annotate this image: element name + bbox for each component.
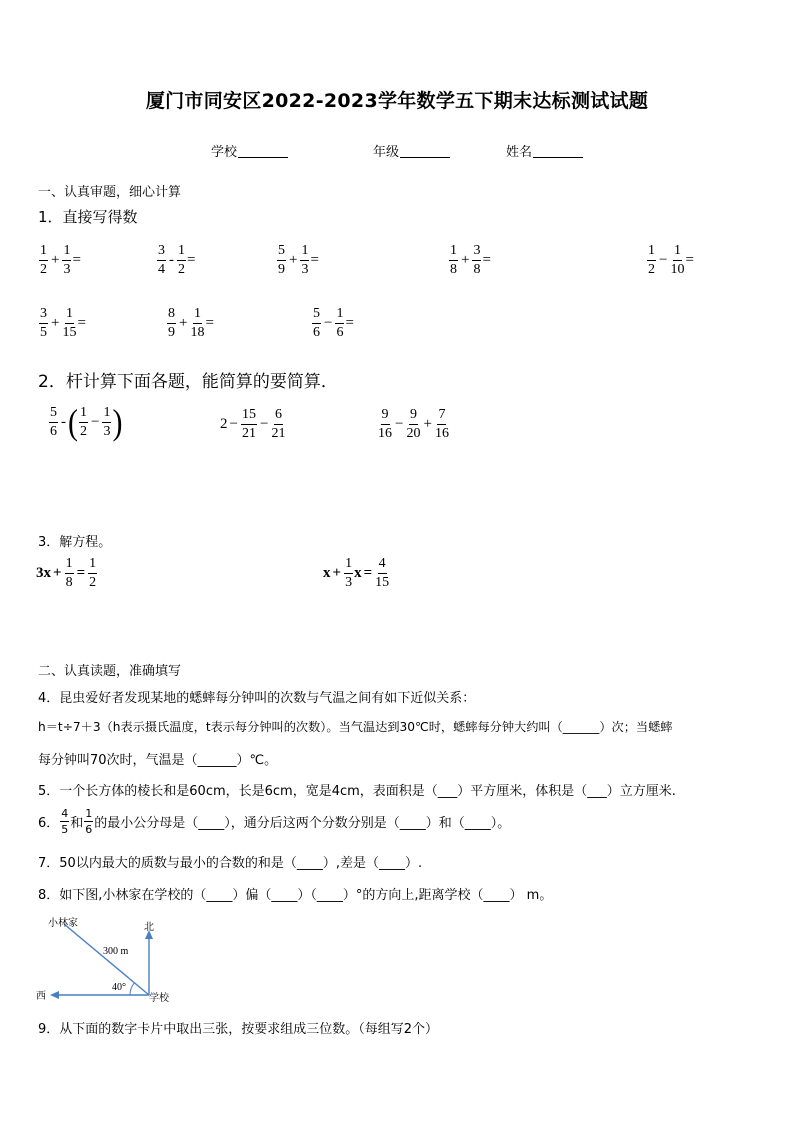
fraction: $\frac{3}{4}$ bbox=[158, 243, 165, 277]
question-1-label: 1．直接写得数 bbox=[38, 208, 138, 226]
angle-arc bbox=[130, 983, 134, 995]
q2-expr-3: $\frac{9}{16}$ − $\frac{9}{20}$ + $\frac{7}{16}$ bbox=[378, 407, 449, 441]
school-field[interactable] bbox=[211, 141, 288, 160]
name-label: 姓名 bbox=[506, 145, 533, 160]
q6-number: 6． bbox=[38, 816, 60, 831]
q1-expr-1: $\frac{1}{2}$ + $\frac{1}{3}$ = bbox=[40, 243, 81, 277]
house-label: 小林家 bbox=[48, 918, 78, 929]
fraction: $\frac{9}{20}$ bbox=[406, 407, 421, 441]
fraction: $\frac{3}{8}$ bbox=[473, 243, 481, 277]
right-paren: ) bbox=[112, 402, 123, 442]
q5-text: 5．一个长方体的棱长和是60cm，长是6cm，宽是4cm，表面积是（___）平方厘米，体积是（___）立方厘米. bbox=[38, 784, 676, 799]
section-heading-2: 二、认真读题，准确填写 bbox=[38, 664, 182, 679]
q6-and: 和 bbox=[70, 816, 84, 831]
school-label: 学校 bbox=[211, 145, 238, 160]
q3-equation-2: x + $\frac{1}{3}$ x = $\frac{4}{15}$ bbox=[323, 556, 390, 590]
fraction: $\frac{1}{2}$ bbox=[40, 243, 47, 277]
north-label: 北 bbox=[144, 922, 154, 933]
q1-expr-8: $\frac{5}{6}$ − $\frac{1}{6}$ = bbox=[313, 306, 354, 340]
page-title: 厦门市同安区2022-2023学年数学五下期末达标测试试题 bbox=[145, 90, 649, 112]
q1-expr-4: $\frac{1}{8}$ + $\frac{3}{8}$ = bbox=[450, 243, 491, 277]
q7-text: 7．50以内最大的质数与最小的合数的和是（____）,差是（____）. bbox=[38, 856, 423, 871]
fraction: $\frac{1}{3}$ bbox=[301, 243, 309, 277]
fraction: $\frac{1}{8}$ bbox=[65, 556, 73, 590]
q1-expr-3: $\frac{5}{9}$ + $\frac{1}{3}$ = bbox=[278, 243, 319, 277]
question-3-label: 3．解方程。 bbox=[38, 535, 112, 550]
section-heading-1: 一、认真审题，细心计算 bbox=[38, 185, 182, 200]
school-label: 学校 bbox=[149, 993, 169, 1004]
fraction: $\frac{7}{16}$ bbox=[434, 407, 449, 441]
q6-rest: 的最小公分母是（____），通分后这两个分数分别是（____）和（____）。 bbox=[94, 816, 511, 831]
fraction: $\frac{1}{6}$ bbox=[336, 306, 344, 340]
q4-line-2: h＝t÷7＋3（h表示摄氏温度，t表示每分钟叫的次数）。当气温达到30℃时，蟋蟀每分钟大约叫（______）次；当蟋蟀 bbox=[38, 720, 673, 734]
q1-expr-2: $\frac{3}{4}$ - $\frac{1}{2}$ = bbox=[158, 243, 196, 277]
q2-expr-2: 2 − $\frac{15}{21}$ − $\frac{6}{21}$ bbox=[220, 407, 286, 441]
fraction: $\frac{8}{9}$ bbox=[168, 306, 175, 340]
fraction: $\frac{3}{5}$ bbox=[40, 306, 47, 340]
fraction: $\frac{5}{9}$ bbox=[278, 243, 285, 277]
fraction: $\frac{1}{15}$ bbox=[62, 306, 77, 340]
fraction: $\frac{1}{3}$ bbox=[345, 556, 353, 590]
fraction: $\frac{1}{18}$ bbox=[190, 306, 205, 340]
fraction: $\frac{1}{8}$ bbox=[450, 243, 457, 277]
name-field[interactable] bbox=[506, 141, 583, 160]
fraction: $\frac{1}{2}$ bbox=[80, 405, 87, 439]
fraction: $\frac{1}{2}$ bbox=[648, 243, 655, 277]
house-line bbox=[64, 924, 149, 995]
west-label: 西 bbox=[36, 991, 46, 1002]
q1-expr-6: $\frac{3}{5}$ + $\frac{1}{15}$ = bbox=[40, 306, 86, 340]
grade-label: 年级 bbox=[373, 145, 400, 160]
q4-line-1: 4．昆虫爱好者发现某地的蟋蟀每分钟叫的次数与气温之间有如下近似关系： bbox=[38, 691, 476, 706]
angle-label: 40° bbox=[112, 982, 126, 993]
fraction: $\frac{4}{15}$ bbox=[375, 556, 390, 590]
school-blank[interactable] bbox=[238, 143, 288, 158]
q9-text: 9．从下面的数字卡片中取出三张，按要求组成三位数。（每组写2个） bbox=[38, 1022, 439, 1037]
question-2-label: 2．杆计算下面各题，能简算的要简算． bbox=[38, 372, 338, 392]
fraction: $\frac{5}{6}$ bbox=[50, 405, 57, 439]
fraction: $\frac{6}{21}$ bbox=[271, 407, 286, 441]
q1-expr-5: $\frac{1}{2}$ − $\frac{1}{10}$ = bbox=[648, 243, 694, 277]
distance-label: 300 m bbox=[103, 946, 129, 957]
left-paren: ( bbox=[68, 402, 78, 442]
q1-expr-7: $\frac{8}{9}$ + $\frac{1}{18}$ = bbox=[168, 306, 214, 340]
fraction: $\frac{1}{2}$ bbox=[89, 556, 97, 590]
fraction: $\frac{1}{2}$ bbox=[178, 243, 185, 277]
fraction: $\frac{1}{6}$ bbox=[85, 807, 93, 836]
fraction: $\frac{4}{5}$ bbox=[61, 807, 69, 836]
fraction: $\frac{1}{10}$ bbox=[670, 243, 685, 277]
west-arrowhead bbox=[50, 991, 59, 999]
fraction: $\frac{9}{16}$ bbox=[378, 407, 392, 441]
q8-text: 8．如下图,小林家在学校的（____）偏（____）（____）°的方向上,距离学校（____） m。 bbox=[38, 888, 553, 903]
fraction: $\frac{5}{6}$ bbox=[313, 306, 320, 340]
q4-line-3: 每分钟叫70次时，气温是（______）℃。 bbox=[38, 753, 278, 768]
name-blank[interactable] bbox=[533, 143, 583, 158]
fraction: $\frac{1}{3}$ bbox=[63, 243, 71, 277]
fraction: $\frac{15}{21}$ bbox=[241, 407, 256, 441]
q2-expr-1: $\frac{5}{6}$ - ( $\frac{1}{2}$ − $\frac{1}{3}$ ) bbox=[50, 402, 123, 442]
grade-field[interactable] bbox=[373, 141, 450, 160]
q3-equation-1: 3x + $\frac{1}{8}$ = $\frac{1}{2}$ bbox=[36, 556, 97, 590]
q6-text bbox=[38, 808, 510, 835]
direction-diagram bbox=[30, 908, 200, 1008]
grade-blank[interactable] bbox=[400, 143, 450, 158]
fraction: $\frac{1}{3}$ bbox=[103, 405, 111, 439]
